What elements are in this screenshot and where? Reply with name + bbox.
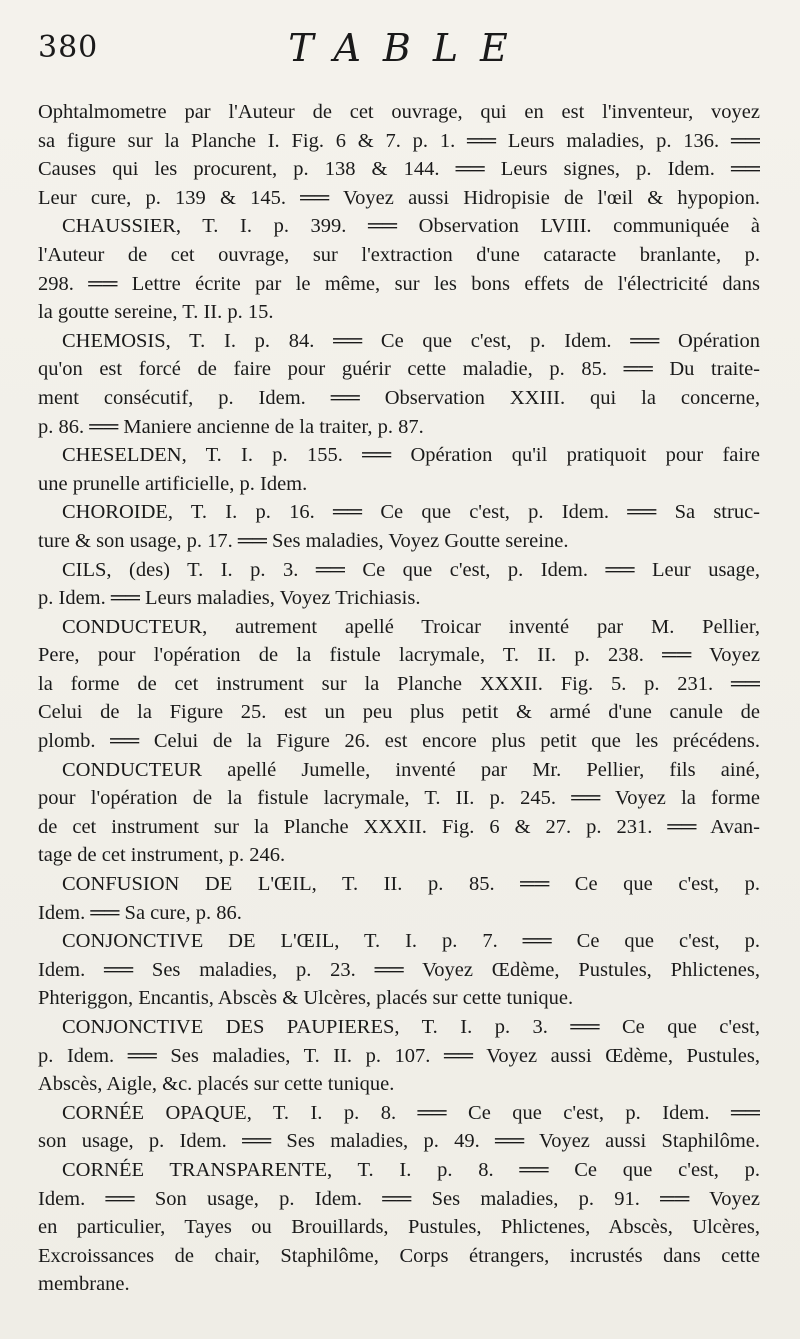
index-entry-line: Idem. ══ Sa cure, p. 86. — [38, 901, 242, 924]
index-entry-line: membrane. — [38, 1273, 130, 1296]
index-entries — [38, 98, 760, 1299]
running-head: TABLE — [288, 26, 530, 70]
index-entry-line: Causes qui les procurent, p. 138 & 144. ══ Leurs signes, p. Idem. ══ — [38, 158, 760, 181]
index-entry-line: Celui de la Figure 25. est un peu plus petit & armé d'une canule de — [38, 701, 760, 724]
index-entry-heading-line: CONDUCTEUR, autrement apellé Troicar inventé par M. Pellier, — [62, 615, 760, 638]
index-entry-line: ture & son usage, p. 17. ══ Ses maladies, Voyez Goutte sereine. — [38, 529, 569, 552]
index-entry-line: Pere, pour l'opération de la fistule lacrymale, T. II. p. 238. ══ Voyez — [38, 644, 760, 667]
index-entry-line: plomb. ══ Celui de la Figure 26. est encore plus petit que les précédens. — [38, 730, 760, 753]
index-entry-heading-line: CONJONCTIVE DES PAUPIERES, T. I. p. 3. ══ Ce que c'est, — [62, 1016, 760, 1038]
index-entry-line: 298. ══ Lettre écrite par le même, sur les bons effets de l'électricité dans — [38, 272, 760, 295]
index-entry-line: son usage, p. Idem. ══ Ses maladies, p. 49. ══ Voyez aussi Staphilôme. — [38, 1130, 760, 1153]
index-entry-line: qu'on est forcé de faire pour guérir cette maladie, p. 85. ══ Du traite- — [38, 358, 760, 381]
index-entry-line: p. Idem. ══ Ses maladies, T. II. p. 107. ══ Voyez aussi Œdème, Pustules, — [38, 1044, 760, 1067]
index-entry-line: Phteriggon, Encantis, Abscès & Ulcères, placés sur cette tunique. — [38, 987, 574, 1010]
index-entry-line: Leur cure, p. 139 & 145. ══ Voyez aussi Hidropisie de l'œil & hypopion. — [38, 186, 760, 209]
index-entry-line: p. 86. ══ Maniere ancienne de la traiter, p. 87. — [38, 415, 424, 438]
index-entry-line: en particulier, Tayes ou Brouillards, Pustules, Phlictenes, Abscès, Ulcères, — [38, 1216, 760, 1239]
index-entry-line: Ophtalmometre par l'Auteur de cet ouvrage, qui en est l'inventeur, voyez — [38, 101, 760, 123]
index-entry-line: p. Idem. ══ Leurs maladies, Voyez Trichiasis. — [38, 587, 421, 610]
index-entry-heading-line: CHOROIDE, T. I. p. 16. ══ Ce que c'est, p. Idem. ══ Sa struc- — [62, 501, 760, 524]
index-entry-line: la forme de cet instrument sur la Planche XXXII. Fig. 5. p. 231. ══ — [38, 672, 760, 695]
index-entry-heading-line: CONFUSION DE L'ŒIL, T. II. p. 85. ══ Ce que c'est, p. — [62, 873, 760, 896]
index-entry-line: pour l'opération de la fistule lacrymale, T. II. p. 245. ══ Voyez la forme — [38, 787, 760, 810]
index-entry-line: ment consécutif, p. Idem. ══ Observation XXIII. qui la concerne, — [38, 386, 760, 409]
index-entry-heading-line: CHAUSSIER, T. I. p. 399. ══ Observation LVIII. communiquée à — [62, 215, 760, 238]
index-entry-line: l'Auteur de cet ouvrage, sur l'extraction d'une cataracte branlante, p. — [38, 243, 760, 266]
index-entry-heading-line: CONDUCTEUR apellé Jumelle, inventé par Mr. Pellier, fils ainé, — [62, 758, 760, 781]
index-entry-heading-line: CILS, (des) T. I. p. 3. ══ Ce que c'est, p. Idem. ══ Leur usage, — [62, 558, 760, 581]
index-entry-line: tage de cet instrument, p. 246. — [38, 844, 286, 867]
page-number: 380 — [38, 30, 99, 65]
index-entry-heading-line: CONJONCTIVE DE L'ŒIL, T. I. p. 7. ══ Ce que c'est, p. — [62, 930, 760, 953]
page-header — [38, 26, 760, 78]
index-entry-line: sa figure sur la Planche I. Fig. 6 & 7. p. 1. ══ Leurs maladies, p. 136. ══ — [38, 129, 760, 152]
index-entry-heading-line: CHESELDEN, T. I. p. 155. ══ Opération qu'il pratiquoit pour faire — [62, 444, 760, 467]
index-entry-line: Idem. ══ Son usage, p. Idem. ══ Ses maladies, p. 91. ══ Voyez — [38, 1187, 760, 1210]
index-entry-heading-line: CORNÉE OPAQUE, T. I. p. 8. ══ Ce que c'est, p. Idem. ══ — [62, 1101, 760, 1124]
index-entry-line: Abscès, Aigle, &c. placés sur cette tunique. — [38, 1073, 395, 1096]
index-entry-heading-line: CORNÉE TRANSPARENTE, T. I. p. 8. ══ Ce que c'est, p. — [62, 1158, 760, 1181]
index-entry-heading-line: CHEMOSIS, T. I. p. 84. ══ Ce que c'est, p. Idem. ══ Opération — [62, 329, 760, 352]
index-entry-line: une prunelle artificielle, p. Idem. — [38, 472, 308, 495]
index-entry-line: Excroissances de chair, Staphilôme, Corps étrangers, incrustés dans cette — [38, 1244, 760, 1267]
index-entry-line: de cet instrument sur la Planche XXXII. Fig. 6 & 27. p. 231. ══ Avan- — [38, 815, 760, 838]
index-entry-line: Idem. ══ Ses maladies, p. 23. ══ Voyez Œdème, Pustules, Phlictenes, — [38, 958, 760, 981]
index-entry-line: la goutte sereine, T. II. p. 15. — [38, 301, 274, 324]
